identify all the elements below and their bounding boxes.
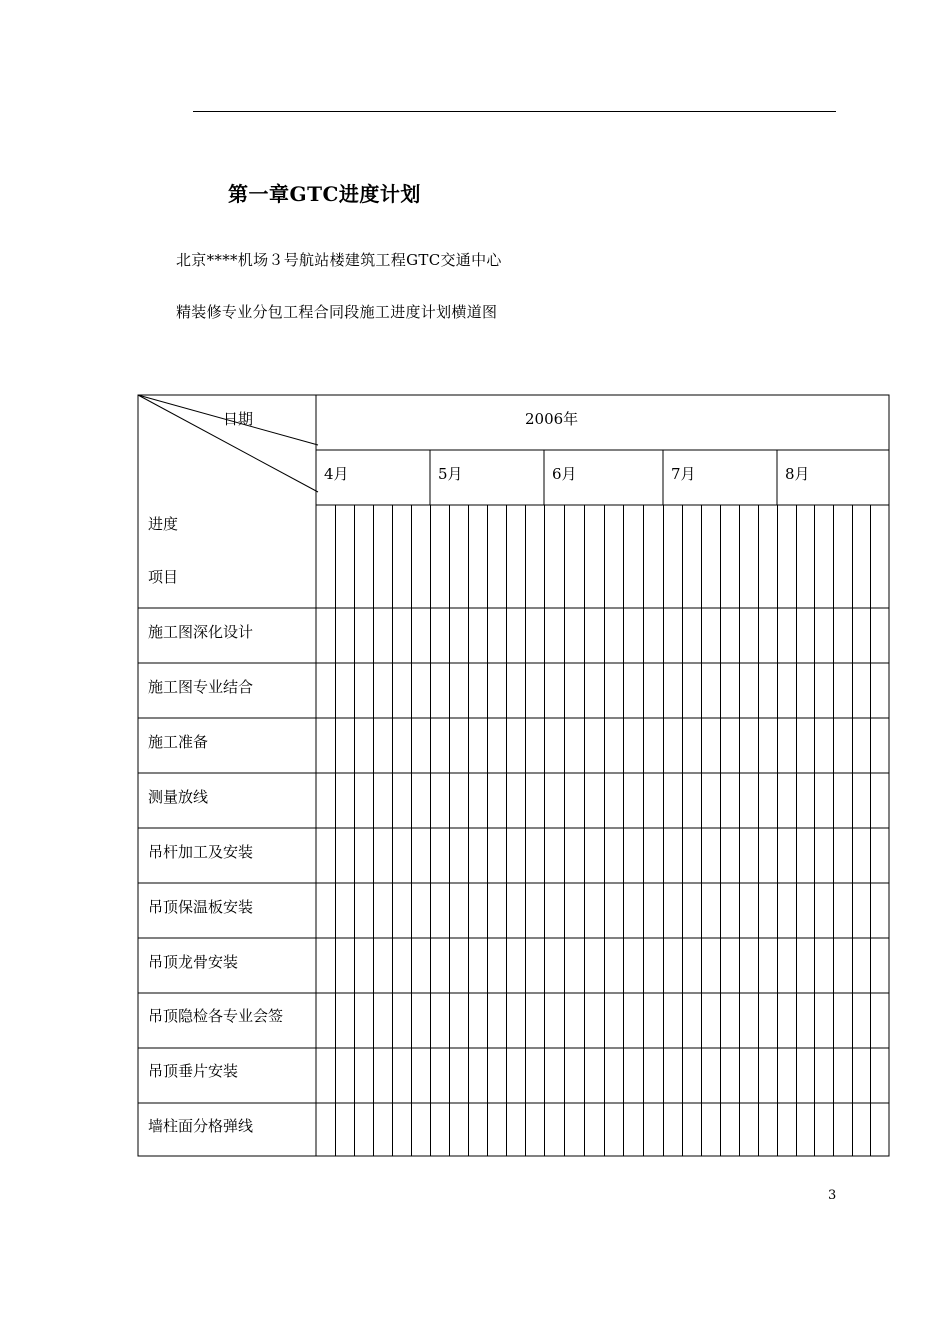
month-label-jun: 6月 <box>552 465 577 483</box>
task-label: 墙柱面分格弹线 <box>148 1117 254 1135</box>
month-label-may: 5月 <box>438 465 463 483</box>
month-label-aug: 8月 <box>785 465 810 483</box>
item-header-label: 项目 <box>148 568 179 586</box>
date-header-label: 日期 <box>223 410 254 428</box>
project-name: 北京****机场３号航站楼建筑工程GTC交通中心 <box>176 251 502 269</box>
year-label: 2006年 <box>525 410 579 428</box>
task-label: 吊杆加工及安装 <box>148 843 254 861</box>
chart-title: 精装修专业分包工程合同段施工进度计划横道图 <box>176 303 498 321</box>
month-label-apr: 4月 <box>324 465 349 483</box>
task-label: 吊顶保温板安装 <box>148 898 254 916</box>
table-border <box>138 395 889 1156</box>
chapter-title: 第一章GTC进度计划 <box>228 182 421 206</box>
task-label: 施工准备 <box>148 733 209 751</box>
task-label: 吊顶垂片安装 <box>148 1062 239 1080</box>
task-label: 施工图专业结合 <box>148 678 254 696</box>
task-label: 施工图深化设计 <box>148 623 254 641</box>
progress-header-label: 进度 <box>148 515 179 533</box>
task-label: 测量放线 <box>148 788 209 806</box>
page-number: 3 <box>828 1188 837 1203</box>
task-label: 吊顶龙骨安装 <box>148 953 239 971</box>
task-label: 吊顶隐检各专业会签 <box>148 1007 284 1025</box>
month-label-jul: 7月 <box>671 465 696 483</box>
